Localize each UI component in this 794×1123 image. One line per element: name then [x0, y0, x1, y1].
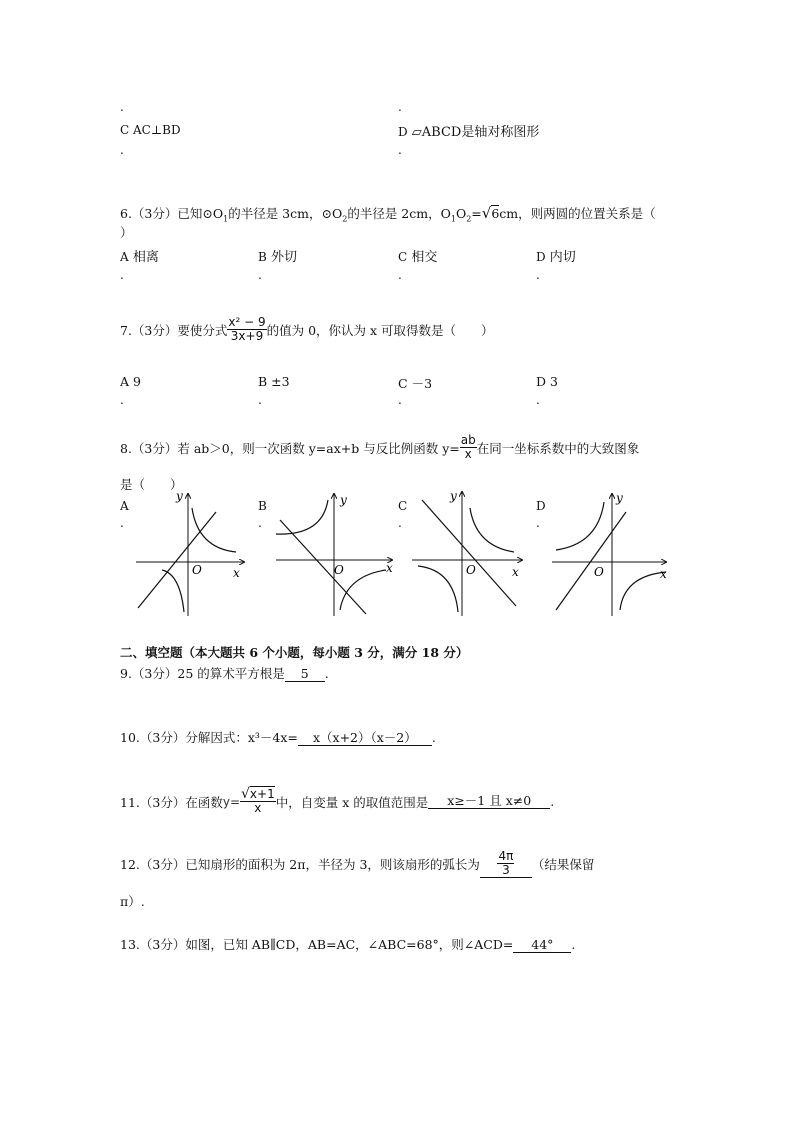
subscript: 2	[342, 214, 348, 224]
q6-option-c	[398, 246, 437, 265]
option-dot: .	[398, 393, 402, 407]
q7-text: 7.（3分）要使分式	[120, 322, 228, 338]
q6-text: O	[455, 206, 467, 221]
function-y: y=	[222, 794, 240, 809]
q8-text-line2: 是（ ）	[120, 477, 183, 492]
option-label: C	[120, 123, 130, 137]
option-dot: .	[258, 516, 262, 530]
option-text: 3	[550, 374, 558, 389]
hyperbola-branch	[340, 570, 386, 610]
option-dot: .	[258, 393, 262, 407]
graph-b	[270, 490, 398, 618]
fraction-denominator: x	[254, 801, 262, 815]
q6-option-a	[120, 246, 159, 265]
hyperbola-branch	[162, 570, 184, 612]
option-dot: .	[536, 393, 540, 407]
answer-blank	[480, 850, 532, 878]
question-12	[120, 850, 594, 878]
option-label: D	[536, 374, 547, 389]
fraction-denominator: x	[464, 447, 472, 461]
option-label: D	[536, 250, 546, 264]
fraction	[240, 788, 276, 815]
question-11	[120, 788, 554, 815]
period: .	[571, 937, 576, 952]
period: .	[324, 666, 329, 681]
option-label: A	[120, 374, 130, 389]
option-dot: .	[120, 100, 124, 114]
q11-text: 11.（3分）在函数	[120, 794, 223, 810]
option-text: 内切	[549, 250, 576, 265]
option-text: 外切	[270, 250, 297, 265]
option-text: 9	[133, 374, 141, 389]
linear-line	[280, 520, 366, 614]
answer-blank: x（x+2）（x－2）	[298, 731, 432, 746]
linear-line	[138, 512, 216, 608]
q8-text: 在同一坐标系数中的大致图象	[476, 440, 640, 456]
option-dot: .	[398, 268, 402, 282]
option-dot: .	[258, 268, 262, 282]
option-label: D	[398, 125, 408, 139]
y-label: y	[176, 490, 183, 503]
option-dot: .	[536, 516, 540, 530]
option-label: C	[398, 376, 408, 391]
q6-close-paren: ）	[120, 225, 133, 240]
linear-line	[556, 512, 626, 610]
question-9	[120, 664, 329, 682]
q12-text-line2: π）.	[120, 894, 145, 909]
origin-label: O	[466, 563, 476, 577]
fraction-denominator: 3x+9	[230, 329, 264, 343]
fraction-numerator: ab	[460, 433, 476, 447]
option-label: B	[258, 250, 267, 264]
y-label: y	[340, 493, 347, 507]
q8-text: 8.（3分）若 ab＞0，则一次函数 y=ax+b 与反比例函数 y=	[120, 440, 460, 456]
fraction-numerator: x² − 9	[228, 315, 266, 329]
q6-text: cm，则两圆的位置关系是（	[499, 206, 656, 221]
q8-option-c-label: C	[398, 499, 408, 513]
q5-option-d	[398, 121, 539, 140]
subscript: 1	[450, 214, 456, 224]
section-title: 二、填空题（本大题共 6 个小题，每小题 3 分，满分 18 分）	[120, 645, 469, 660]
x-label: x	[233, 566, 240, 580]
q8-option-b-label: B	[258, 499, 267, 513]
q6-text: 6.（3分）已知⊙O	[120, 206, 224, 221]
x-label: x	[386, 561, 393, 575]
option-text: AC⊥BD	[133, 123, 181, 137]
fraction	[497, 850, 514, 877]
graph-d	[548, 490, 672, 618]
y-label: y	[616, 491, 623, 505]
answer-blank: 5	[285, 667, 325, 682]
option-label: C	[398, 250, 408, 264]
option-dot: .	[536, 268, 540, 282]
option-text: ▱ABCD是轴对称图形	[411, 125, 540, 140]
option-text: ±3	[271, 374, 290, 389]
option-text: －3	[411, 376, 433, 391]
q7-text: 的值为 0，你认为 x 可取得数是（ ）	[266, 322, 494, 338]
subscript: 2	[466, 214, 472, 224]
option-dot: .	[120, 143, 124, 157]
option-text: 相交	[411, 250, 438, 265]
q7-option-d	[536, 374, 558, 389]
origin-label: O	[192, 563, 202, 577]
hyperbola-branch	[556, 502, 604, 550]
graph-c	[408, 488, 528, 618]
subscript: 1	[223, 214, 229, 224]
q7-option-b	[258, 374, 290, 389]
q6-text: 的半径是 3cm，⊙O	[228, 206, 343, 221]
y-label: y	[450, 489, 457, 503]
graph-a	[132, 490, 250, 618]
q8-option-a-label: A	[120, 499, 129, 513]
q7-option-a	[120, 374, 141, 389]
x-label: x	[660, 567, 667, 581]
option-label: B	[258, 374, 268, 389]
q5-option-c	[120, 123, 181, 137]
q8-option-d-label: D	[536, 499, 546, 513]
option-dot: .	[398, 516, 402, 530]
sqrt-icon: √	[241, 786, 250, 802]
question-10	[120, 728, 436, 746]
x-label: x	[512, 565, 519, 579]
question-13	[120, 935, 575, 953]
sqrt-icon: √	[481, 204, 492, 222]
fraction	[460, 434, 477, 461]
option-dot: .	[120, 393, 124, 407]
hyperbola-branch	[470, 508, 514, 552]
sqrt-arg: 6	[491, 206, 500, 221]
option-dot: .	[398, 143, 402, 157]
sqrt-arg: x+1	[249, 787, 275, 801]
q7-option-c	[398, 374, 432, 392]
hyperbola-branch	[418, 566, 458, 612]
linear-line	[422, 500, 516, 606]
q6-text: 的半径是 2cm，O	[347, 206, 451, 221]
option-dot: .	[398, 100, 402, 114]
answer-blank: x≥－1 且 x≠0	[428, 794, 550, 809]
fraction	[227, 316, 266, 343]
q6-option-d	[536, 246, 576, 265]
origin-label: O	[334, 563, 344, 577]
option-dot: .	[120, 516, 124, 530]
question-7	[120, 316, 494, 343]
q10-text: 10.（3分）分解因式：x³－4x=	[120, 730, 298, 745]
q12-text: 12.（3分）已知扇形的面积为 2π，半径为 3，则该扇形的弧长为	[120, 857, 480, 872]
option-dot: .	[120, 268, 124, 282]
fraction-numerator	[240, 788, 276, 802]
q6-option-b	[258, 246, 297, 265]
origin-label: O	[594, 565, 604, 579]
q12-text: （结果保留	[531, 857, 595, 872]
question-8	[120, 434, 639, 461]
q6-text: =	[471, 206, 482, 221]
period: .	[431, 730, 436, 745]
q9-text: 9.（3分）25 的算术平方根是	[120, 666, 285, 681]
fraction-numerator: 4π	[498, 849, 514, 863]
option-text: 相离	[132, 250, 159, 265]
option-label: A	[120, 250, 129, 264]
fraction-denominator: 3	[502, 863, 510, 877]
period: .	[550, 794, 555, 809]
answer-blank: 44°	[513, 938, 571, 953]
q11-text: 中，自变量 x 的取值范围是	[275, 794, 429, 810]
q13-text: 13.（3分）如图，已知 AB∥CD，AB=AC，∠ABC=68°，则∠ACD=	[120, 937, 514, 952]
hyperbola-branch	[276, 500, 328, 534]
question-6	[120, 204, 656, 224]
